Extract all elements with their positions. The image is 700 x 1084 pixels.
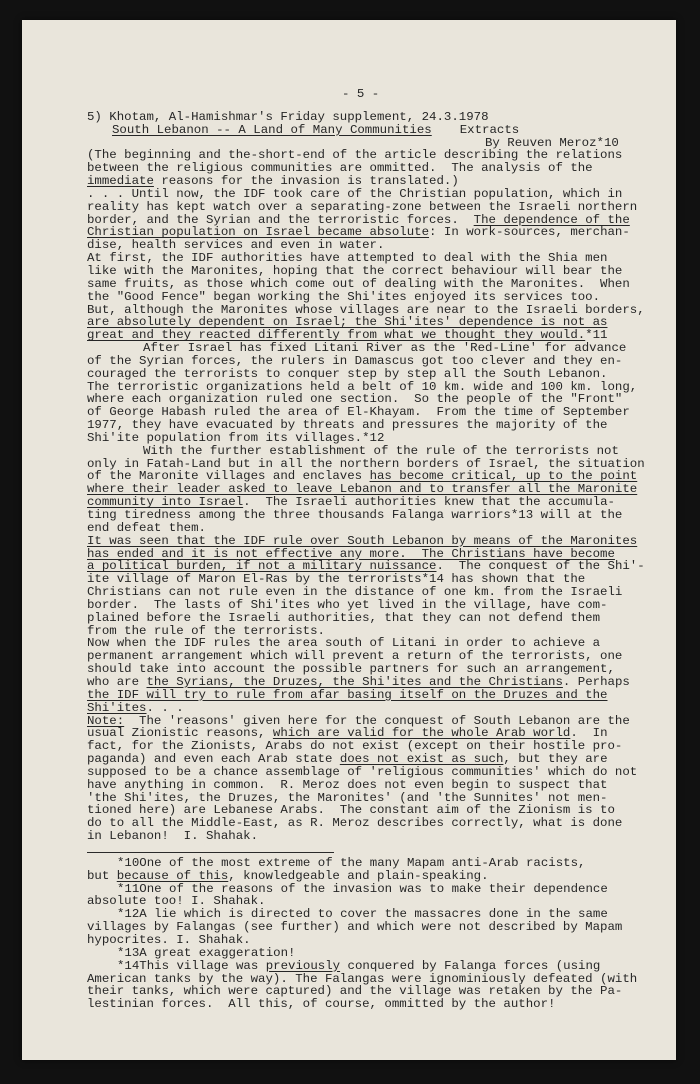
- underlined-segment: great and they reacted differently from what we thought they would.: [87, 328, 586, 343]
- text-segment: have anything in common. R. Meroz does not even begin to suspect that: [87, 777, 608, 792]
- text-segment: fact, for the Zionists, Arabs do not exist (except on their hostile pro-: [87, 739, 623, 754]
- underlined-segment: where their leader asked to leave Lebanon and to transfer all the Maronite: [87, 482, 638, 497]
- text-segment: tioned here) are Lebanese Arabs. The constant aim of the Zionism is to: [87, 803, 615, 818]
- document-page: [22, 20, 676, 1060]
- text-segment: plained before the Israeli authorities, that they can not defend them: [87, 610, 601, 625]
- typewritten-text: [87, 88, 692, 1011]
- underlined-segment: the Syrians, the Druzes, the Shi'ites and the Christians: [146, 674, 563, 689]
- text-segment: Now when the IDF rules the area south of Litani in order to achieve a: [87, 636, 601, 651]
- text-segment: reasons for the invasion is translated.): [153, 174, 459, 189]
- text-segment: With the further establishment of the rule of the terrorists not: [143, 443, 619, 458]
- text-segment: Christians can not rule even in the distance of one km. from the Israeli: [87, 585, 623, 600]
- text-segment: 1977, they have evacuated by threats and pressures the majority of the: [87, 418, 608, 433]
- byline: By Reuven Meroz*10: [485, 135, 619, 150]
- text-segment: , knowledgeable and plain-speaking.: [228, 868, 489, 883]
- text-segment: who are: [87, 674, 147, 689]
- page-number: - 5 -: [342, 87, 380, 101]
- text-segment: . . .: [146, 700, 184, 715]
- text-segment: border, and the Syrian and the terroristic forces.: [87, 212, 474, 227]
- text-segment: absolute too! I. Shahak.: [87, 894, 266, 909]
- text-segment: Shi'ite population from its villages.*12: [87, 430, 385, 445]
- underlined-segment: because of this: [116, 868, 229, 883]
- underlined-segment: The dependence of the: [473, 212, 630, 227]
- text-segment: . The conquest of the Shi'-: [436, 559, 645, 574]
- underlined-segment: does not exist as such: [339, 752, 504, 767]
- text-segment: ting tiredness among the three thousands Falanga warriors*13 will at the: [87, 508, 623, 522]
- text-segment: But, although the Maronites whose villages are near to the Israeli borders,: [87, 302, 645, 317]
- text-segment: At first, the IDF authorities have attempted to deal with the Shia men: [87, 251, 608, 266]
- underlined-segment: immediate: [87, 174, 154, 189]
- underlined-segment: has become critical, up to the point: [369, 469, 638, 484]
- footnote-line: [87, 998, 692, 1011]
- text-segment: *10One of the most extreme of the many Mapam anti-Arab racists,: [117, 855, 586, 870]
- underlined-segment: Christian population on Israel became absolute: [87, 225, 430, 240]
- text-segment: from the rule of the terrorists.: [87, 623, 325, 638]
- underlined-segment: the IDF will try to rule from afar basing itself on the Druzes and the: [87, 687, 608, 702]
- text-segment: The terroristic organizations held a belt of 10 km. wide and 100 km. long,: [87, 379, 638, 394]
- text-segment: : In work-sources, merchan-: [429, 225, 630, 240]
- text-segment: *11One of the reasons of the invasion was to make their dependence: [117, 881, 608, 896]
- underlined-segment: It was seen that the IDF rule over South Lebanon by means of the Maronites: [87, 533, 638, 548]
- text-segment: in Lebanon! I. Shahak.: [87, 829, 259, 844]
- text-segment: border. The lasts of Shi'ites who yet lived in the village, have com-: [87, 597, 608, 612]
- underlined-segment: Note:: [87, 713, 125, 728]
- underlined-segment: previously: [265, 958, 341, 973]
- text-segment: ite village of Maron El-Ras by the terrorists*14 has shown that the: [87, 572, 586, 587]
- text-segment: only in Fatah-Land but in all the northern borders of Israel, the situation: [87, 456, 645, 471]
- article-body: [87, 149, 692, 843]
- text-segment: where each organization ruled one section. So the people of the "Front": [87, 392, 623, 407]
- underlined-segment: Shi'ites: [87, 700, 147, 715]
- text-segment: supposed to be a chance assemblage of 'religious communities' which do not: [87, 764, 638, 779]
- underlined-segment: a political burden, if not a military nuissance: [87, 559, 437, 574]
- text-segment: usual Zionistic reasons,: [87, 726, 273, 741]
- text-segment: same fruits, as those which come out of dealing with the Maronites. When: [87, 276, 630, 291]
- text-segment: *13A great exaggeration!: [117, 945, 296, 960]
- text-segment: *14This village was: [117, 958, 266, 973]
- text-segment: their tanks, which were captured) and the village was retaken by the Pa-: [87, 984, 623, 999]
- text-segment: the "Good Fence" began working the Shi'ites enjoyed its services too.: [87, 289, 601, 304]
- underlined-segment: are absolutely dependent on Israel; the Shi'ites' dependence is not as: [87, 315, 608, 330]
- text-segment: , but they are: [503, 752, 608, 767]
- text-segment: *11: [585, 328, 608, 343]
- text-segment: should take into account the possible partners for such an arrangement,: [87, 662, 615, 677]
- text-segment: reality has kept watch over a separating-zone between the Israeli northern: [87, 199, 638, 214]
- text-segment: American tanks by the way). The Falangas were ignominiously defeated (with: [87, 971, 638, 986]
- text-segment: (The beginning and the-short-end of the article describing the relations: [87, 148, 623, 163]
- text-segment: couraged the terrorists to conquer step by step all the South Lebanon.: [87, 366, 608, 381]
- text-segment: lestinian forces. All this, of course, ommitted by the author!: [87, 997, 556, 1012]
- text-segment: hypocrites. I. Shahak.: [87, 933, 251, 947]
- text-segment: permanent arrangement which will prevent a return of the terrorists, one: [87, 649, 623, 664]
- text-segment: of the Syrian forces, the rulers in Damascus got too clever and they en-: [87, 353, 623, 368]
- text-segment: *12A lie which is directed to cover the massacres done in the same: [117, 907, 608, 922]
- text-segment: 'the Shi'ites, the Druzes, the Maronites' (and 'the Sunnites' not men-: [87, 790, 608, 805]
- text-segment: conquered by Falanga forces (using: [340, 958, 601, 973]
- text-segment: do to all the Middle-East, as R. Meroz describes correctly, what is done: [87, 816, 623, 831]
- underlined-segment: which are valid for the whole Arab world: [272, 726, 571, 741]
- text-segment: of George Habash ruled the area of El-Khayam. From the time of September: [87, 405, 630, 420]
- underlined-segment: community into Israel: [87, 495, 244, 510]
- text-segment: . Perhaps: [562, 674, 630, 689]
- text-segment: but: [87, 868, 117, 883]
- text-segment: The 'reasons' given here for the conquest of South Lebanon are the: [124, 713, 630, 728]
- footnotes: [87, 857, 692, 1011]
- text-segment: villages by Falangas (see further) and which were not described by Mapam: [87, 920, 623, 935]
- body-line: [87, 830, 692, 843]
- underlined-segment: has ended and it is not effective any more. The Christians have become: [87, 546, 615, 561]
- text-segment: between the religious communities are ommitted. The analysis of the: [87, 161, 593, 176]
- title-line: [87, 124, 692, 137]
- text-segment: paganda) and even each Arab state: [87, 752, 340, 767]
- article-title: South Lebanon -- A Land of Many Communities: [112, 122, 432, 137]
- text-segment: end defeat them.: [87, 520, 206, 535]
- text-segment: dise, health services and even in water.: [87, 238, 385, 253]
- text-segment: like with the Maronites, hoping that the correct behaviour will bear the: [87, 263, 623, 278]
- text-segment: After Israel has fixed Litani River as the 'Red-Line' for advance: [143, 341, 627, 356]
- text-segment: . In: [570, 726, 608, 741]
- text-segment: of the Maronite villages and enclaves: [87, 469, 370, 484]
- text-segment: . The Israeli authorities knew that the accumula-: [243, 495, 615, 510]
- text-segment: . . . Until now, the IDF took care of the Christian population, which in: [87, 186, 623, 201]
- source-heading: 5) Khotam, Al-Hamishmar's Friday supplement, 24.3.1978: [87, 109, 489, 124]
- extracts-label: Extracts: [459, 122, 520, 137]
- footnote-divider: [87, 852, 334, 853]
